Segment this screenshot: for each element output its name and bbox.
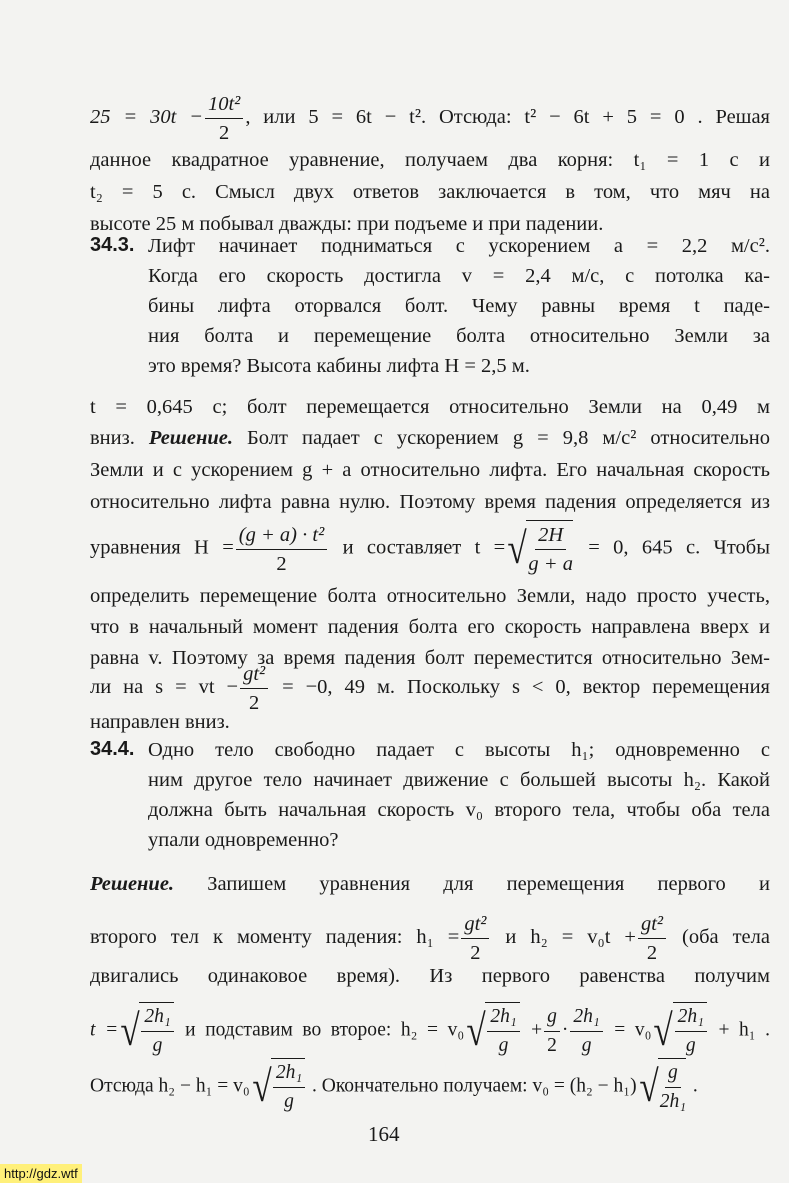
text-line [90, 910, 770, 967]
denominator: 2 [276, 552, 287, 575]
fraction [236, 521, 327, 578]
denominator: g [152, 1035, 163, 1056]
fraction [240, 660, 268, 717]
numerator: gt² [461, 910, 489, 939]
problem-number: 34.3. [90, 234, 135, 256]
text-line [90, 90, 770, 147]
text-line: что в начальный момент падения болта его скорость направлена вверх и [90, 616, 770, 638]
text: второго тел к моменту падения: h₁ = [90, 926, 460, 949]
numerator: g [665, 1059, 681, 1088]
denominator: 2h₁ [659, 1091, 687, 1112]
denominator: g [498, 1035, 509, 1056]
text-line: относительно лифта равна нулю. Поэтому время падения определяется из [90, 491, 770, 513]
denominator: g + a [528, 553, 573, 575]
text: ли на s = vt − [90, 676, 239, 699]
fraction [570, 1003, 602, 1060]
text-line [90, 872, 770, 896]
text: и составляет t = [329, 536, 506, 559]
text-line [90, 660, 770, 717]
text-line: двигались одинаковое время). Из первого равенства получим [90, 965, 770, 987]
text: и подставим во второе: h₂ = v₀ [175, 1019, 465, 1041]
text-line: определить перемещение болта относительно Земли, надо просто учесть, [90, 585, 770, 607]
denominator: 2 [248, 692, 260, 714]
text: = 0, 645 с. Чтобы [574, 536, 770, 559]
text-line [90, 520, 770, 578]
text: Болт падает с ускорением g = 9,8 м/с² относительно [247, 427, 771, 449]
text-line: равна v. Поэтому за время падения болт переместится относительно Зем- [90, 647, 770, 669]
text-line: направлен вниз. [90, 711, 230, 733]
denominator: g [284, 1091, 294, 1112]
problem-line: должна быть начальная скорость v₀ второго тела, чтобы оба тела [148, 799, 770, 821]
answer-line: t = 0,645 с; болт перемещается относительно Земли на 0,49 м [90, 396, 770, 418]
fraction [461, 910, 489, 967]
sqrt: √ $\frac{\text{2h₁}}{g}$ [651, 1002, 708, 1060]
text: + h₁ . [708, 1019, 771, 1041]
text: Запишем уравнения для перемещения первого и [174, 873, 770, 895]
fraction [205, 90, 243, 147]
denominator: g [685, 1035, 696, 1056]
text: и h₂ = v₀t + [491, 926, 636, 949]
equation: 25 = 30t − [90, 106, 203, 129]
numerator: 2h₁ [675, 1003, 707, 1032]
text-line: t₂ = 5 с. Смысл двух ответов заключается в том, что мяч на [90, 181, 770, 203]
text-line: Земли и с ускорением g + a относительно лифта. Его начальная скорость [90, 459, 770, 481]
problem-line: упали одновременно? [148, 829, 339, 851]
text: t = [90, 1019, 119, 1041]
fraction [638, 910, 666, 967]
text-line [90, 1058, 770, 1116]
numerator: 10t² [205, 90, 243, 119]
denominator: 2 [470, 942, 481, 964]
text-line [90, 1002, 770, 1060]
text-line [90, 426, 770, 450]
fraction [544, 1003, 560, 1060]
problem-number: 34.4. [90, 738, 135, 760]
solution-label: Решение. [148, 427, 233, 449]
text: вниз. [90, 427, 135, 449]
problem-line: ним другое тело начинает движение с большей высоты h₂. Какой [148, 769, 770, 791]
numerator: 2h₁ [141, 1003, 173, 1032]
text-line: данное квадратное уравнение, получаем два корня: t₁ = 1 с и [90, 149, 770, 171]
problem-line: Когда его скорость достигла v = 2,4 м/с, с потолка ка- [148, 265, 770, 287]
problem-line: Одно тело свободно падает с высоты h₁; одновременно с [148, 739, 770, 761]
text: · [561, 1019, 569, 1041]
problem-line: Лифт начинает подниматься с ускорением a = 2,2 м/с². [148, 235, 770, 257]
denominator: 2 [646, 942, 658, 964]
numerator: 2h₁ [273, 1059, 305, 1088]
watermark-link[interactable]: http://gdz.wtf [0, 1164, 82, 1183]
denominator: g [581, 1034, 592, 1056]
text: (оба тела [668, 926, 770, 949]
sqrt: √ $\frac{\text{2h₁}}{g}$ [250, 1058, 307, 1116]
numerator: 2H [535, 521, 566, 550]
numerator: g [544, 1003, 560, 1032]
text: . [688, 1075, 698, 1097]
page-number: 164 [368, 1122, 400, 1146]
denominator: 2 [547, 1034, 557, 1056]
text-line: высоте 25 м побывал дважды: при подъеме и при падении. [90, 213, 604, 235]
text: , или 5 = 6t − t². Отсюда: t² − 6t + 5 = 0 . Решая [245, 106, 770, 129]
text: Отсюда h₂ − h₁ = v₀ [90, 1075, 250, 1097]
numerator: (g + a) · t² [236, 521, 327, 550]
text: = −0, 49 м. Поскольку s < 0, вектор перемещения [270, 676, 770, 699]
numerator: gt² [638, 910, 666, 939]
sqrt: √ $\frac{\text{2h₁}}{g}$ [118, 1002, 175, 1060]
sqrt: √ $\frac{g}{\text{2h₁}}$ [637, 1058, 688, 1116]
problem-line: ния болта и перемещение болта относительно Земли за [148, 325, 770, 347]
solution-label: Решение. [90, 873, 175, 895]
problem-line: это время? Высота кабины лифта H = 2,5 м. [148, 355, 530, 377]
text: + [521, 1019, 543, 1041]
text: уравнения H = [90, 536, 234, 559]
problem-line: бины лифта оторвался болт. Чему равны время t паде- [148, 295, 770, 317]
text: . Окончательно получаем: v₀ = (h₂ − h₁) [307, 1075, 637, 1097]
text: = v₀ [604, 1019, 652, 1041]
denominator: 2 [219, 122, 230, 144]
numerator: gt² [240, 660, 268, 689]
numerator: 2h₁ [487, 1003, 519, 1032]
sqrt: √ $\frac{\text{2h₁}}{g}$ [464, 1002, 521, 1060]
numerator: 2h₁ [570, 1003, 602, 1032]
sqrt: √ $\frac{2H}{g + a}$ [505, 520, 575, 578]
